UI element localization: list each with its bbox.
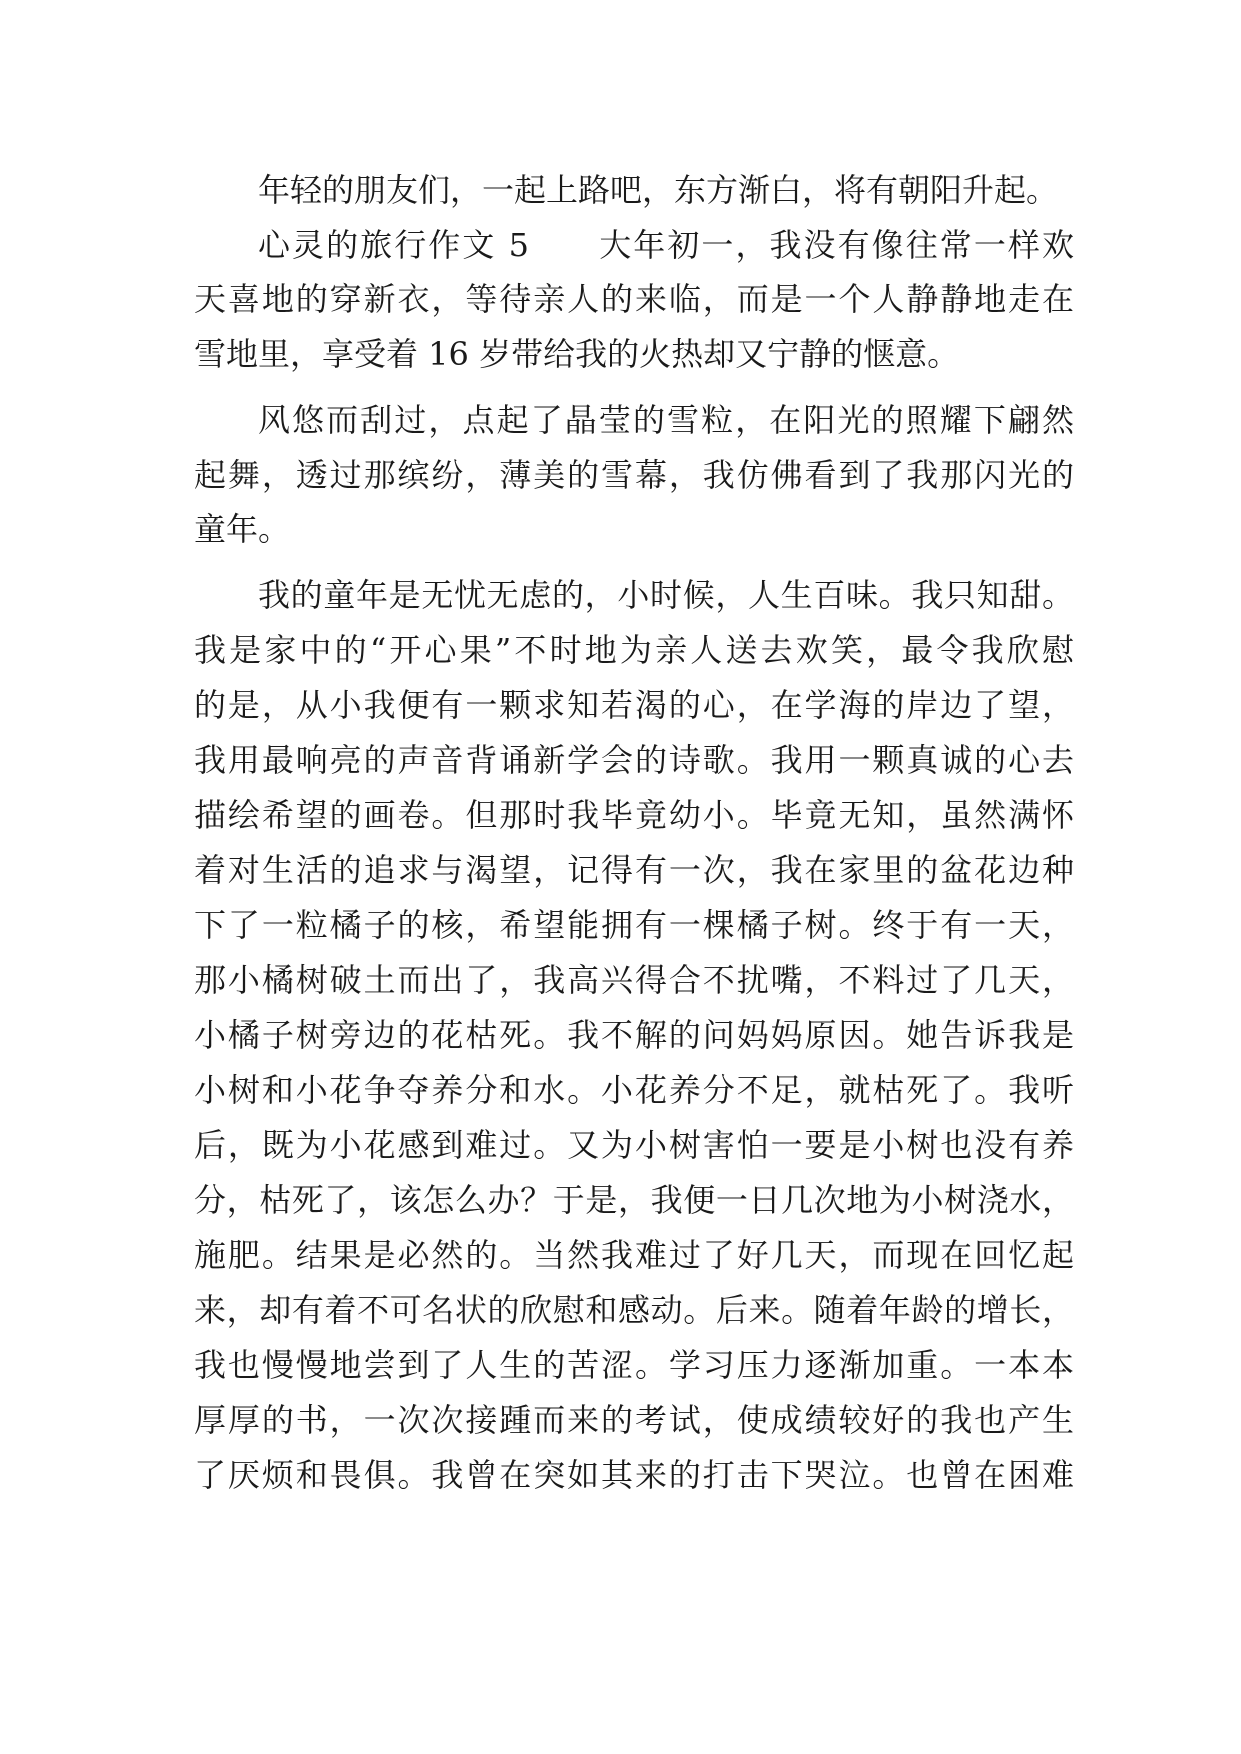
text-line: 童年。	[194, 510, 291, 548]
text-line: 的是，从小我便有一颗求知若渴的心，在学海的岸边了望，	[194, 686, 1074, 724]
text-line: 分，枯死了，该怎么办？于是，我便一日几次地为小树浇水，	[194, 1181, 1074, 1219]
text-line: 我的童年是无忧无虑的，小时候，人生百味。我只知甜。	[258, 576, 1074, 614]
text-line: 风悠而刮过，点起了晶莹的雪粒，在阳光的照耀下翩然	[258, 401, 1074, 439]
text-line: 小树和小花争夺养分和水。小花养分不足，就枯死了。我听	[194, 1071, 1074, 1109]
text-line: 那小橘树破土而出了，我高兴得合不扰嘴，不料过了几天，	[194, 961, 1074, 999]
text-line: 了厌烦和畏俱。我曾在突如其来的打击下哭泣。也曾在困难	[194, 1456, 1074, 1494]
text-line: 我用最响亮的声音背诵新学会的诗歌。我用一颗真诚的心去	[194, 741, 1074, 779]
text-line: 厚厚的书，一次次接踵而来的考试，使成绩较好的我也产生	[194, 1401, 1074, 1439]
text-line: 我是家中的“开心果”不时地为亲人送去欢笑，最令我欣慰	[194, 631, 1074, 669]
text-line: 来，却有着不可名状的欣慰和感动。后来。随着年龄的增长，	[194, 1291, 1074, 1329]
text-line: 雪地里，享受着 16 岁带给我的火热却又宁静的惬意。	[194, 335, 960, 373]
text-line: 小橘子树旁边的花枯死。我不解的问妈妈原因。她告诉我是	[194, 1016, 1074, 1054]
text-line: 着对生活的追求与渴望，记得有一次，我在家里的盆花边种	[194, 851, 1074, 889]
text-line: 下了一粒橘子的核，希望能拥有一棵橘子树。终于有一天，	[194, 906, 1074, 944]
text-line: 起舞，透过那缤纷，薄美的雪幕，我仿佛看到了我那闪光的	[194, 456, 1074, 494]
text-line: 描绘希望的画卷。但那时我毕竟幼小。毕竟无知，虽然满怀	[194, 796, 1074, 834]
text-line: 心灵的旅行作文 5 大年初一，我没有像往常一样欢	[258, 226, 1074, 264]
text-line: 年轻的朋友们，一起上路吧，东方渐白，将有朝阳升起。	[258, 171, 1059, 209]
text-line: 后，既为小花感到难过。又为小树害怕一要是小树也没有养	[194, 1126, 1074, 1164]
text-line: 施肥。结果是必然的。当然我难过了好几天，而现在回忆起	[194, 1236, 1074, 1274]
text-line: 我也慢慢地尝到了人生的苦涩。学习压力逐渐加重。一本本	[194, 1346, 1074, 1384]
text-line: 天喜地的穿新衣，等待亲人的来临，而是一个人静静地走在	[194, 280, 1074, 318]
